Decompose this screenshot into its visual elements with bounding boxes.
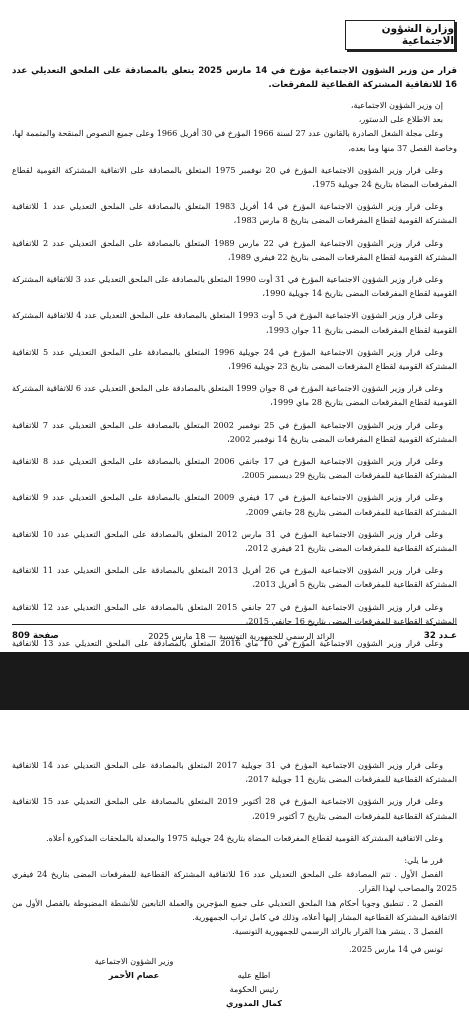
ministry-heading: وزارة الشؤون الاجتماعية (381, 23, 454, 47)
intro-line: إن وزير الشؤون الاجتماعية، (350, 100, 443, 110)
decree-title: قرار من وزير الشؤون الاجتماعية مؤرخ في 14 مارس 2025 يتعلق بالمصادقة على الملحق التعديلي عدد 16 للاتفاقية المشتركة القطاعية للمفرقعات. (12, 66, 457, 90)
recital-paragraph: وعلى قرار وزير الشؤون الاجتماعية المؤرخ في 17 فيفري 2009 المتعلق بالمصادقة على الملحق التعديلي عدد 9 للاتفاقية المشتركة القطاعية للمفرقعات المضى بتاريخ 28 جانفي 2009، (12, 492, 457, 517)
seen-label: اطلع عليه (237, 970, 271, 980)
pm-title: رئيس الحكومة (229, 984, 279, 994)
recital-paragraph: وعلى قرار وزير الشؤون الاجتماعية المؤرخ في 10 ماي 2016 المتعلق بالمصادقة على الملحق التعديلي عدد 13 للاتفاقية (12, 638, 443, 649)
journal-page-continued (0, 710, 469, 1024)
recital-paragraph: وعلى قرار وزير الشؤون الاجتماعية المؤرخ في 24 جويلية 1996 المتعلق بالمصادقة على الملحق التعديلي عدد 5 للاتفاقية المشتركة القومية لقطاع المفرقعات المضى بتاريخ 23 جويلية 1996، (12, 346, 457, 372)
place-date: تونس في 14 مارس 2025. (348, 944, 443, 955)
recital-paragraph: وعلى قرار وزير الشؤون الاجتماعية المؤرخ في 28 أكتوبر 2019 المتعلق بالمصادقة على الملحق التعديلي عدد 15 للاتفاقية المشتركة القطاعية للمفرقعات المضى بتاريخ 7 أكتوبر 2019، (12, 796, 457, 821)
page-separator (0, 652, 469, 710)
recital-paragraph: وعلى قرار وزير الشؤون الاجتماعية المؤرخ في 25 نوفمبر 2002 المتعلق بالمصادقة على الملحق التعديلي عدد 7 للاتفاقية المشتركة القومية لقطاع المفرقعات المضى بتاريخ 14 نوفمبر 2002، (12, 419, 457, 444)
article-3: الفصل 3 . ينشر هذا القرار بالرائد الرسمي للجمهورية التونسية. (232, 926, 443, 937)
page-footer (12, 624, 457, 644)
recital-paragraph: وعلى قرار وزير الشؤون الاجتماعية المؤرخ في 22 مارس 1989 المتعلق بالمصادقة على الملحق التعديلي عدد 2 للاتفاقية المشتركة القومية لقطاع المفرقعات المضى بتاريخ 22 فيفري 1989، (12, 237, 457, 262)
minister-title: وزير الشؤون الاجتماعية (94, 956, 174, 966)
intro-line: بعد الاطلاع على الدستور، (358, 114, 443, 125)
recital-paragraph: وعلى قرار وزير الشؤون الاجتماعية المؤرخ في 26 أفريل 2013 المتعلق بالمصادقة على الملحق التعديلي عدد 11 للاتفاقية المشتركة القطاعية للمفرقعات المضى بتاريخ 5 أفريل 2013، (12, 565, 457, 590)
minister-name: عصام الأحمر (108, 970, 160, 980)
recital-paragraph: وعلى قرار وزير الشؤون الاجتماعية المؤرخ في 20 نوفمبر 1975 المتعلق بالمصادقة على الاتفاقية المشتركة القومية لقطاع المفرقعات المضاة بتاريخ 24 جويلية 1975، (12, 164, 457, 190)
recital-paragraph: وعلى قرار وزير الشؤون الاجتماعية المؤرخ في 17 جانفي 2006 المتعلق بالمصادقة على الملحق التعديلي عدد 8 للاتفاقية المشتركة القطاعية للمفرقعات المضى بتاريخ 29 ديسمبر 2005، (12, 456, 457, 481)
article-2: الفصل 2 . تنطبق وجوبا أحكام هذا الملحق التعديلي على جميع المؤجرين والعملة التابعين للأنشطة المضبوطة بالفصل الأول من الاتفاقية المشتركة القطاعية المشار إليها أعلاه، وذلك في كامل تراب الجمهورية. (12, 897, 457, 922)
page-number: صفحة 809 (12, 631, 59, 641)
issue-number: عـدد 32 (423, 631, 457, 641)
recital-paragraph: وعلى قرار وزير الشؤون الاجتماعية المؤرخ في 5 أوت 1993 المتعلق بالمصادقة على الملحق التعديلي عدد 4 للاتفاقية المشتركة القومية لقطاع المفرقعات المضى بتاريخ 11 جوان 1993، (12, 310, 457, 335)
decides-line: قرر ما يلي: (404, 855, 443, 866)
journal-title: الرائد الرسمي للجمهورية التونسية — 18 مارس 2025 (148, 631, 335, 641)
recital-paragraph: وعلى قرار وزير الشؤون الاجتماعية المؤرخ في 31 أوت 1990 المتعلق بالمصادقة على الملحق التعديلي عدد 3 للاتفاقية المشتركة القومية لقطاع المفرقعات المضى بتاريخ 14 جويلية 1990، (12, 274, 457, 299)
article-1: الفصل الأول . تتم المصادقة على الملحق التعديلي عدد 16 للاتفاقية المشتركة القطاعية للمفرقعات المضى بتاريخ 24 فيفري 2025 والمصاحب لهذا القرار. (12, 869, 457, 894)
intro-line: وعلى مجلة الشغل الصادرة بالقانون عدد 27 لسنة 1966 المؤرخ في 30 أفريل 1966 وعلى جميع النصوص المنقحة والمتممة لها، وخاصة الفصل 37 منها وما بعده، (12, 128, 457, 153)
pm-signature (209, 968, 299, 1010)
recital-paragraph: وعلى قرار وزير الشؤون الاجتماعية المؤرخ في 27 جانفي 2015 المتعلق بالمصادقة على الملحق التعديلي عدد 12 للاتفاقية المشتركة القطاعية للمفرقعات المضى بتاريخ 16 جانفي 2015، (12, 601, 457, 626)
recital-paragraph: وعلى قرار وزير الشؤون الاجتماعية المؤرخ في 31 مارس 2012 المتعلق بالمصادقة على الملحق التعديلي عدد 10 للاتفاقية المشتركة القطاعية للمفرقعات المضى بتاريخ 21 فيفري 2012، (12, 528, 457, 554)
minister-signature (79, 954, 189, 982)
pm-name: كمال المدوري (225, 998, 283, 1008)
decree-body-page2 (12, 758, 457, 956)
recital-paragraph: وعلى الاتفاقية المشتركة القومية لقطاع المفرقعات المضاة بتاريخ 24 جويلية 1975 والمعدلة بالملحقات المذكورة أعلاه. (46, 832, 443, 843)
recital-paragraph: وعلى قرار وزير الشؤون الاجتماعية المؤرخ في 8 جوان 1999 المتعلق بالمصادقة على الملحق التعديلي عدد 6 للاتفاقية المشتركة القومية لقطاع المفرقعات المضى بتاريخ 28 ماي 1999، (12, 383, 457, 408)
recital-paragraph: وعلى قرار وزير الشؤون الاجتماعية المؤرخ في 31 جويلية 2017 المتعلق بالمصادقة على الملحق التعديلي عدد 14 للاتفاقية المشتركة القطاعية للمفرقعات المضى بتاريخ 11 جويلية 2017، (12, 760, 457, 785)
ministry-heading-box (345, 20, 455, 50)
recital-paragraph: وعلى قرار وزير الشؤون الاجتماعية المؤرخ في 14 أفريل 1983 المتعلق بالمصادقة على الملحق التعديلي عدد 1 للاتفاقية المشتركة القومية لقطاع المفرقعات المضى بتاريخ 8 مارس 1983، (12, 201, 457, 226)
decree-body-page1 (12, 64, 457, 673)
